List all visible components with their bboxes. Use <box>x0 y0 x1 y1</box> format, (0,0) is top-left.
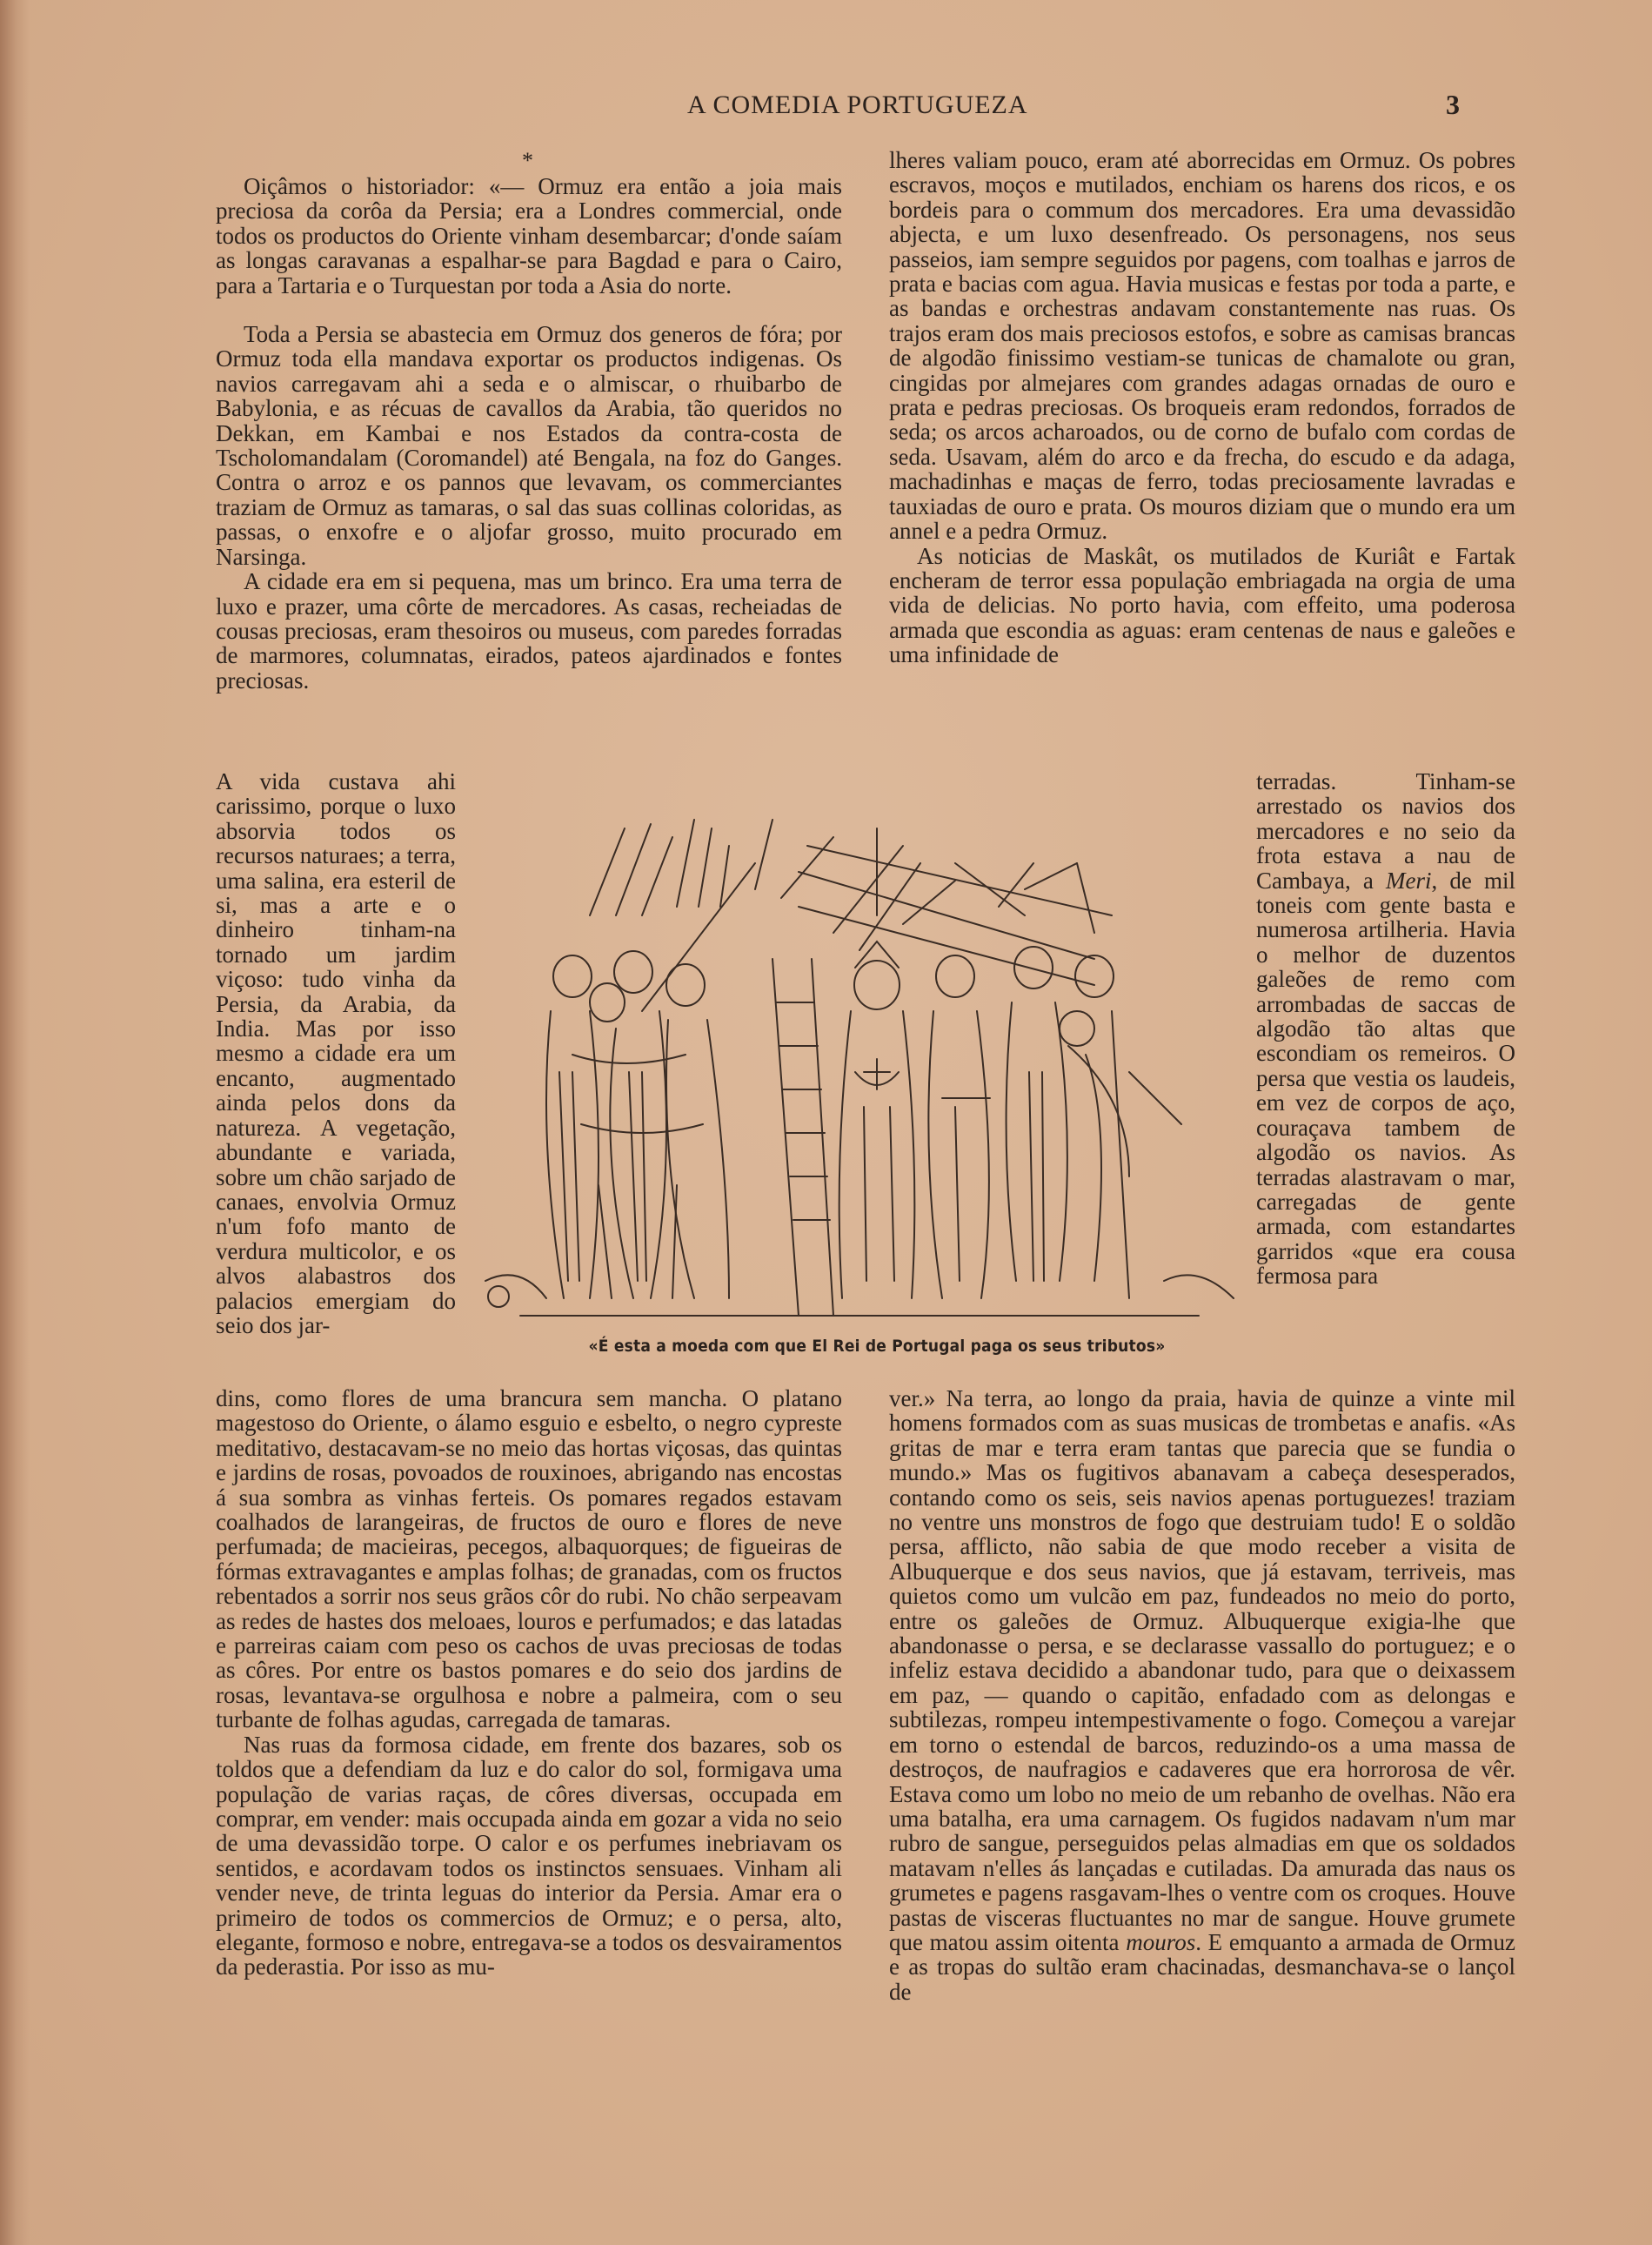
paragraph: Oiçâmos o historiador: «— Ormuz era então a joia mais preciosa da corôa da Persia; era a Londres commercial, onde todos os productos do Oriente vinham desembarcar; d'onde saíam as longas caravanas a espalhar-se para Bagdad e para o Cairo, para a Tartaria e o Turquestan por toda a Asia do norte. <box>216 173 842 298</box>
paragraph: lheres valiam pouco, eram até aborrecidas em Ormuz. Os pobres escravos, moços e mutilados, enchiam os harens dos ricos, e os bordeis para o commum dos mercadores. Era uma devassidão abjecta, e um luxo desenfreado. Os personagens, nos seus passeios, iam sempre seguidos por pagens, com toalhas e jarros de prata e bacias com agua. Havia musicas e festas por toda a parte, e as bandas e orchestras andavam constantemente nas ruas. Os trajos eram dos mais preciosos estofos, e sobre as camisas brancas de algodão finissimo vestiam-se tunicas de chamalote ou gran, cingidas por almejares com grandes adagas ornadas de ouro e prata e pedras preciosas. Os broqueis eram redondos, forrados de seda; os arcos acharoados, ou de corno de bufalo com cordas de seda. Usavam, além do arco e da frecha, do escudo e da adaga, machadinhas e maças de ferro, todas preciosamente lavradas e tauxiadas de ouro e prata. Os mouros diziam que o mundo era um annel e a pedra Ormuz. <box>889 147 1515 545</box>
journal-title: A COMEDIA PORTUGUEZA <box>687 90 1028 119</box>
paragraph: A cidade era em si pequena, mas um brinco. Era uma terra de luxo e prazer, uma côrte de mercadores. As casas, recheiadas de cousas preciosas, eram thesoiros ou museus, com paredes forradas de marmores, columnatas, eirados, pateos ajardinados e fontes preciosas. <box>216 568 842 694</box>
figure-caption: «É esta a moeda com que El Rei de Portugal paga os seus tributos» <box>588 1337 1166 1356</box>
left-column-wrap <box>216 769 456 1337</box>
italic-word: mouros <box>1126 1928 1196 1955</box>
ship-name: Meri <box>1385 867 1432 894</box>
right-column-top <box>889 148 1515 667</box>
right-column-bottom <box>889 1386 1515 2004</box>
text-run: . E emquanto a armada de Ormuz e as tropas do sultão eram chacinadas, desmanchava-se o lançol de <box>889 1928 1515 2005</box>
page-binding-edge <box>0 0 30 2245</box>
left-column-top <box>216 174 842 693</box>
paragraph <box>889 1386 1515 2004</box>
paragraph: As noticias de Maskât, os mutilados de Kuriât e Fartak encheram de terror essa população embriagada na orgia de uma vida de delicias. No porto havia, com effeito, uma poderosa armada que escondia as aguas: eram centenas de naus e galeões e uma infinidade de <box>889 542 1515 668</box>
page-number: 3 <box>1446 89 1461 120</box>
paragraph: dins, como flores de uma brancura sem mancha. O platano magestoso do Oriente, o álamo esguio e esbelto, o negro cypreste meditativo, destacavam-se no meio das hortas viçosas, das quintas e jardins de rosas, povoados de rouxinoes, abrigando nas encostas á sua sombra as vinhas ferteis. Os pomares regados estavam coalhados de larangeiras, de fructos de ouro e flores de neve perfumada; de macieiras, pecegos, albaquorques; de figueiras de fórmas extravagantes e amplas folhas; de granadas, com os fructos rebentados a sorrir nos seus grãos côr do rubi. No chão serpeavam as redes de hastes dos meloaes, louros e perfumados; e das latadas e parreiras caiam com peso os cachos de uvas preciosas de todas as côres. Por entre os bastos pomares e do seio dos jardins de rosas, levantava-se orgulhosa e nobre a palmeira, com o seu turbante de folhas agudas, carregada de tamaras. <box>216 1385 842 1733</box>
running-header <box>0 90 1652 125</box>
paragraph: Toda a Persia se abastecia em Ormuz dos generos de fóra; por Ormuz toda ella mandava exportar os productos indigenas. Os navios carregavam ahi a seda e o almiscar, o rhuibarbo de Babylonia, e as récuas de cavallos da Arabia, tão queridos no Dekkan, em Kambai e nos Estados da contra-costa de Tscholomandalam (Coromandel) até Bengala, na foz do Ganges. Contra o arroz e os pannos que levavam, os commerciantes traziam de Ormuz as tamaras, o sal das suas collinas coloridas, as passas, o enxofre e o aljofar grosso, muito procurado em Narsinga. <box>216 321 842 570</box>
paragraph: Nas ruas da formosa cidade, em frente dos bazares, sob os toldos que a defendiam da luz e do calor do sol, formigava uma população de varias raças, de côres diversas, occupada em comprar, em vender: mais occupada ainda em gozar a vida no seio de uma devassidão torpe. O calor e os perfumes inebriavam os sentidos, e acordavam todos os instinctos sensuaes. Vinham ali vender neve, de trinta leguas do interior da Persia. Amar era o primeiro de todos os commercios de Ormuz; e o persa, alto, elegante, formoso e nobre, entregava-se a todos os desvairamentos da pederastia. Por isso as mu- <box>216 1731 842 1980</box>
engraving-drawing <box>468 811 1251 1333</box>
left-column-bottom <box>216 1386 842 1980</box>
right-column-wrap <box>1256 769 1515 1289</box>
engraving-illustration <box>468 811 1251 1377</box>
text-run: , de mil toneis com gente basta e numerosa artilheria. Havia o melhor de duzentos galeões de remo com arrombadas de saccas de algodão tão altas que escondiam os remeiros. O persa que vestia os laudeis, em vez de corpos de aço, couraçava tambem de algodão os navios. As terradas alastravam o mar, carregadas de gente armada, com estandartes garridos «que era cousa fermosa para <box>1256 867 1515 1290</box>
paragraph <box>1256 769 1515 1289</box>
paragraph: A vida custava ahi carissimo, porque o luxo absorvia todos os recursos naturaes; a terra, uma salina, era esteril de si, mas a arte e o dinheiro tinham-na tornado um jardim viçoso: tudo vinha da Persia, da Arabia, da India. Mas por isso mesmo a cidade era um encanto, augmentado ainda pelos dons da natureza. A vegetação, abundante e variada, sobre um chão sarjado de canaes, envolvia Ormuz n'um fofo manto de verdura multicolor, e os alvos alabastros dos palacios emergiam do seio dos jar- <box>216 768 456 1338</box>
text-run: terradas. Tinham-se arrestado os navios dos mercadores e no seio da frota estava a nau de Cambaya, a <box>1256 768 1515 894</box>
text-run: ver.» Na terra, ao longo da praia, havia de quinze a vinte mil homens formados com as suas musicas de trombetas e anafis. «As gritas de mar e terra eram tantas que parecia que se fundia o mundo.» Mas os fugitivos abanavam a cabeça desesperados, contando como os seis, seis navios apenas portuguezes! traziam no ventre uns monstros de fogo que destruiam tudo! E o soldão persa, afflicto, não sabia de que modo receber a visita de Albuquerque e dos seus navios, que já estavam, terriveis, mas quietos como um vulcão em paz, fundeados no meio do porto, entre os galeões de Ormuz. Albuquerque exigia-lhe que abandonasse o persa, e se declarasse vassallo do portuguez; e o infeliz estava decidido a abandonar tudo, para que o deixassem em paz, — quando o capitão, enfadado com as delongas e subtilezas, rompeu intempestivamente o fogo. Começou a varejar em torno o estendal de barcos, reduzindo-os a uma massa de destroços, de naufragios e cadaveres que era horrorosa de vêr. Estava como um lobo no meio de um rebanho de ovelhas. Não era uma batalha, era uma carnagem. Os fugidos nadavam n'um mar rubro de sangue, perseguidos pelas almadias em que os soldados matavam n'elles ás lançadas e cutiladas. Da amurada das naus os grumetes e pagens rasgavam-lhes o ventre com os croques. Houve pastas de visceras fluctuantes no mar de sangue. Houve grumete que matou assim oitenta <box>889 1385 1515 1955</box>
section-separator: * <box>522 148 533 173</box>
